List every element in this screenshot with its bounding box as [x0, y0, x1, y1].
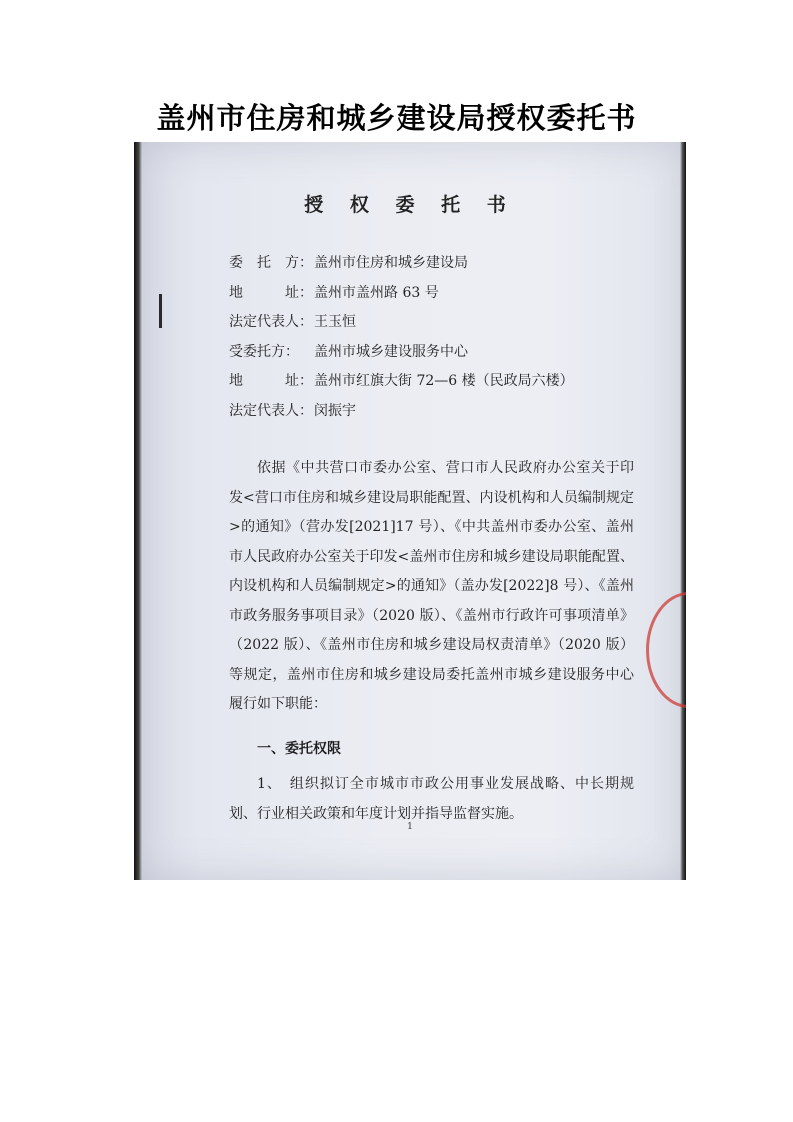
field-value: 闵振宇 [314, 402, 356, 419]
field-label: 委 托 方： [229, 255, 313, 271]
field-row-legal-representative [229, 400, 574, 430]
scan-left-edge [134, 142, 142, 880]
field-label: 受委托方： [229, 343, 299, 360]
document-title: 授 权 委 托 书 [304, 194, 516, 216]
page-heading: 盖州市住房和城乡建设局授权委托书 [156, 101, 637, 135]
scanned-document [134, 142, 686, 880]
field-value: 盖州市红旗大街 72—6 楼（民政局六楼） [314, 373, 574, 389]
red-seal-fragment [646, 592, 686, 708]
field-value: 盖州市住房和城乡建设局 [314, 255, 468, 271]
page-number: 1 [407, 822, 413, 832]
field-row-address [229, 370, 574, 400]
section-heading: 一、委托权限 [257, 741, 341, 757]
field-row-entrusted-party [229, 341, 574, 371]
party-fields [229, 252, 574, 429]
field-label: 法定代表人： [229, 402, 313, 419]
scan-mark [159, 294, 162, 328]
field-value: 王玉恒 [314, 314, 356, 330]
field-value: 盖州市城乡建设服务中心 [314, 343, 468, 360]
field-row-entrusting-party [229, 252, 574, 282]
field-row-legal-representative [229, 311, 574, 341]
field-label: 地 址： [229, 284, 313, 301]
field-label: 法定代表人： [229, 314, 313, 330]
field-row-address [229, 282, 574, 312]
field-label: 地 址： [229, 373, 313, 389]
body-paragraph: 依据《中共营口市委办公室、营口市人民政府办公室关于印发<营口市住房和城乡建设局职能配置、内设机构和人员编制规定>的通知》（营办发[2021]17 号）、《中共盖州市委办公室、盖州市人民政府办公室关于印发<盖州市住房和城乡建设局职能配置、内设机构和人员编制规定>的通知》（盖办发[2022]8 号）、《盖州市政务服务事项目录》（2020 版）、《盖州市行政许可事项清单》（2022 版）、《盖州市住房和城乡建设局权责清单》（2020 版）等规定，盖州市住房和城乡建设局委托盖州市城乡建设服务中心履行如下职能： [229, 460, 634, 712]
scan-right-edge [680, 142, 686, 880]
list-item: 1、 组织拟订全市城市市政公用事业发展战略、中长期规划、行业相关政策和年度计划并指导监督实施。 [229, 776, 634, 822]
field-value: 盖州市盖州路 63 号 [314, 284, 439, 301]
